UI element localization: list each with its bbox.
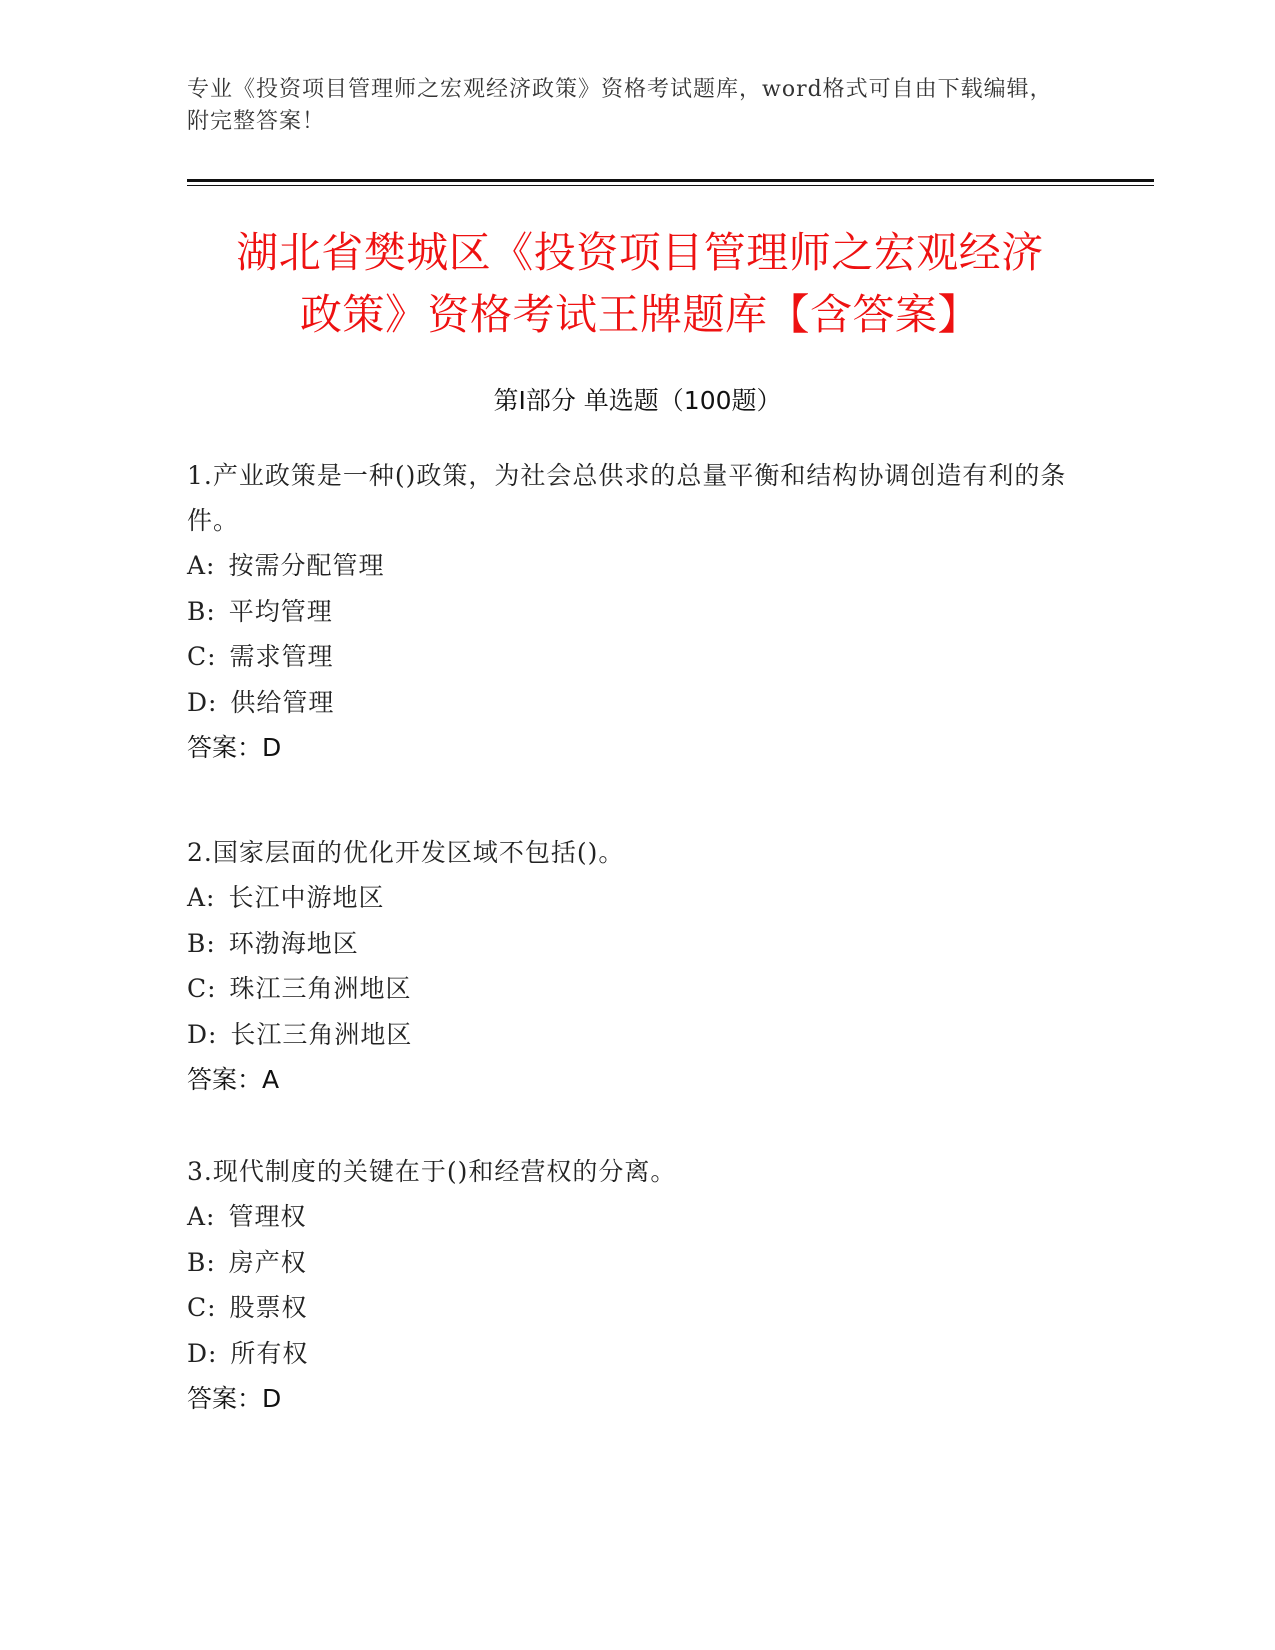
option-text: 所有权 <box>230 1338 309 1368</box>
option-text: 股票权 <box>229 1293 308 1322</box>
option-letter: B: <box>187 928 216 958</box>
question-1 <box>187 453 1067 771</box>
document-title <box>160 222 1120 346</box>
option-text: 需求管理 <box>229 642 334 671</box>
answer-line: 答案：D <box>187 733 282 762</box>
page-header-note: 专业《投资项目管理师之宏观经济政策》资格考试题库，word格式可自由下载编辑，附完整答案！ <box>187 77 1053 134</box>
document-title-line-1: 湖北省樊城区《投资项目管理师之宏观经济 <box>236 228 1044 277</box>
option-letter: A: <box>187 1202 216 1231</box>
option-text: 平均管理 <box>228 596 333 626</box>
option-letter: B: <box>187 596 216 626</box>
option-d <box>187 680 1067 726</box>
section-title: 第Ⅰ部分 单选题（100题） <box>493 386 782 415</box>
option-a <box>187 875 1067 921</box>
option-text: 房产权 <box>228 1247 307 1277</box>
option-text: 管理权 <box>228 1202 307 1231</box>
option-letter: C: <box>187 974 217 1003</box>
document-title-line-2: 政策》资格考试王牌题库【含答案】 <box>299 290 980 339</box>
question-stem: 2.国家层面的优化开发区域不包括()。 <box>187 838 625 867</box>
option-text: 按需分配管理 <box>228 551 385 580</box>
question-stem: 3.现代制度的关键在于()和经营权的分离。 <box>187 1157 677 1186</box>
option-c <box>187 634 1067 680</box>
option-text: 供给管理 <box>230 687 335 717</box>
option-letter: A: <box>187 883 216 912</box>
option-letter: B: <box>187 1247 216 1277</box>
option-a <box>187 1194 1067 1240</box>
option-text: 环渤海地区 <box>228 928 359 958</box>
option-letter: C: <box>187 1293 217 1322</box>
answer-line: 答案：A <box>187 1065 280 1094</box>
option-d <box>187 1331 1067 1377</box>
option-text: 长江三角洲地区 <box>230 1019 413 1049</box>
header-divider-thick <box>187 179 1154 182</box>
answer-line: 答案：D <box>187 1384 282 1413</box>
option-b <box>187 921 1067 967</box>
option-d <box>187 1012 1067 1058</box>
option-b <box>187 589 1067 635</box>
option-letter: D: <box>187 687 218 717</box>
option-letter: D: <box>187 1338 218 1368</box>
option-letter: D: <box>187 1019 218 1049</box>
option-c <box>187 966 1067 1012</box>
option-c <box>187 1285 1067 1331</box>
option-b <box>187 1240 1067 1286</box>
question-3 <box>187 1149 1067 1422</box>
option-letter: A: <box>187 551 216 580</box>
header-divider-thin <box>187 185 1154 186</box>
option-text: 珠江三角洲地区 <box>229 974 412 1003</box>
option-a <box>187 543 1067 589</box>
option-letter: C: <box>187 642 217 671</box>
question-2 <box>187 830 1067 1103</box>
question-stem: 1.产业政策是一种()政策，为社会总供求的总量平衡和结构协调创造有利的条件。 <box>187 461 1067 535</box>
option-text: 长江中游地区 <box>228 883 385 912</box>
